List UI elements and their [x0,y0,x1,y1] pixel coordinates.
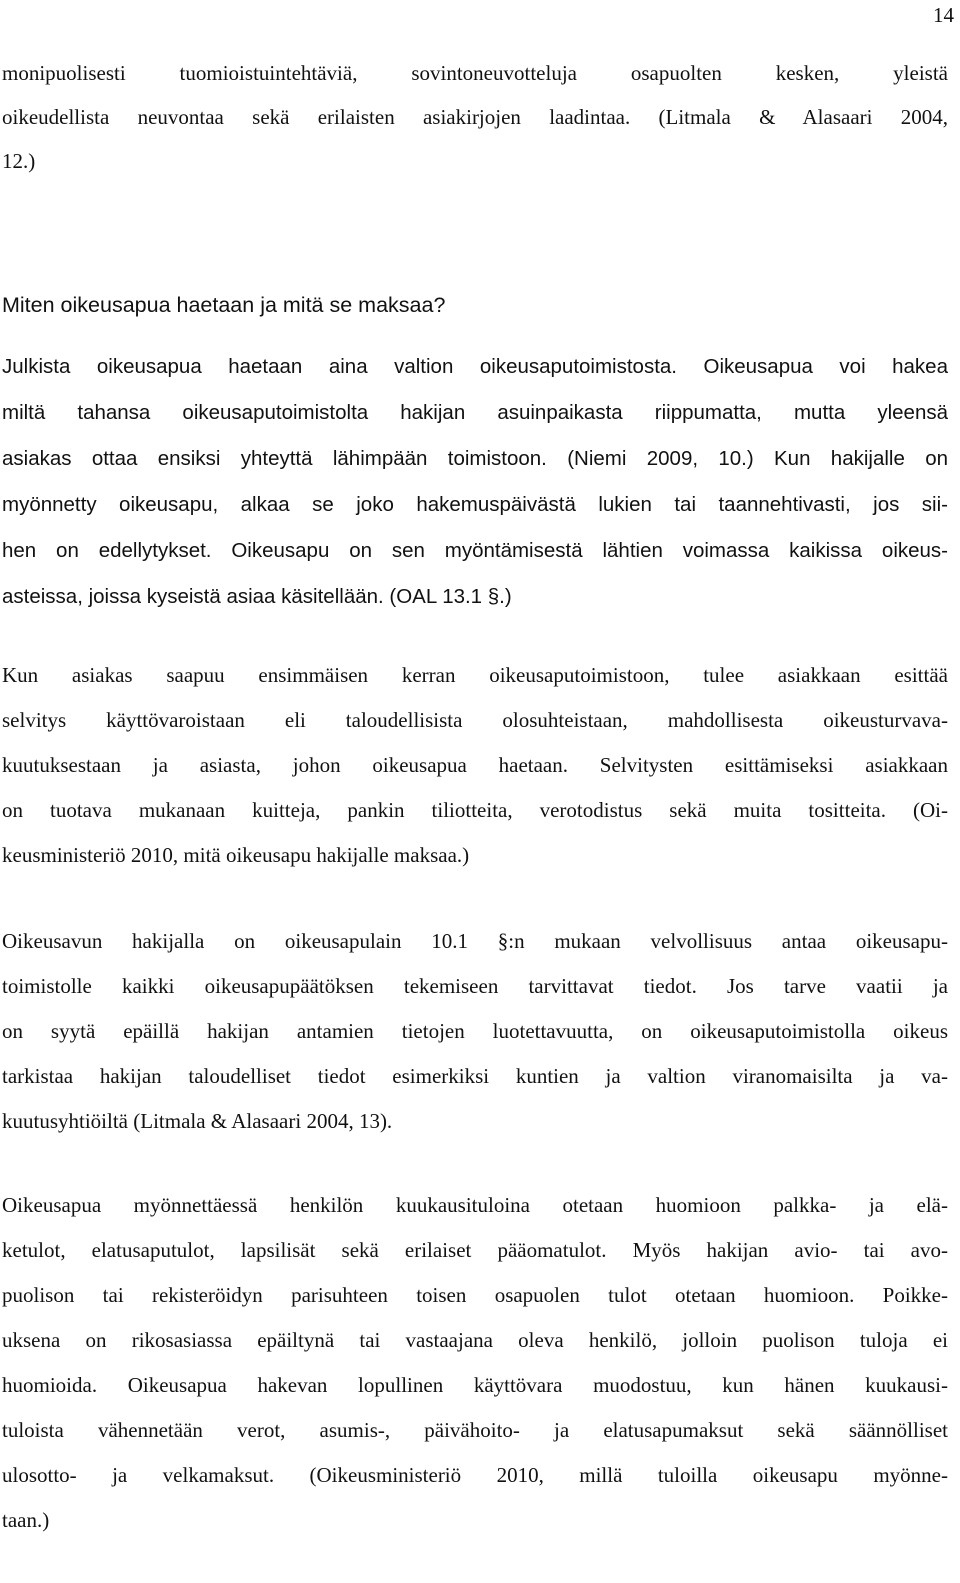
section-heading: Miten oikeusapua haetaan ja mitä se maksaa? [2,293,446,317]
body-line: uksena on rikosasiassa epäiltynä tai vastaajana oleva henkilö, jolloin puolison tuloja ei [2,1328,948,1352]
body-line: 12.) [2,149,36,173]
body-line: monipuolisesti tuomioistuintehtäviä, sovintoneuvotteluja osapuolten kesken, yleistä [2,61,948,85]
body-line: tuloista vähennetään verot, asumis-, päivähoito- ja elatusapumaksut sekä säännölliset [2,1418,948,1442]
body-line: huomioida. Oikeusapua hakevan lopullinen käyttövara muodostuu, kun hänen kuukausi- [2,1373,948,1397]
body-line: Oikeusavun hakijalla on oikeusapulain 10.1 §:n mukaan velvollisuus antaa oikeusapu- [2,929,948,953]
body-line: puolison tai rekisteröidyn parisuhteen toisen osapuolen tulot otetaan huomioon. Poikke- [2,1283,948,1307]
body-line: myönnetty oikeusapu, alkaa se joko hakemuspäivästä lukien tai taannehtivasti, jos sii- [2,493,948,516]
body-line: Oikeusapua myönnettäessä henkilön kuukausituloina otetaan huomioon palkka- ja elä- [2,1193,948,1217]
body-line: tarkistaa hakijan taloudelliset tiedot esimerkiksi kuntien ja valtion viranomaisilta ja va- [2,1064,948,1088]
body-line: taan.) [2,1508,50,1532]
body-line: ketulot, elatusaputulot, lapsilisät sekä erilaiset pääomatulot. Myös hakijan avio- tai avo- [2,1238,948,1262]
body-line: Kun asiakas saapuu ensimmäisen kerran oikeusaputoimistoon, tulee asiakkaan esittää [2,663,948,687]
body-line: kuutuksestaan ja asiasta, johon oikeusapua haetaan. Selvitysten esittämiseksi asiakkaan [2,753,948,777]
body-line: on syytä epäillä hakijan antamien tietojen luotettavuutta, on oikeusaputoimistolla oikeus [2,1019,948,1043]
body-line: kuutusyhtiöiltä (Litmala & Alasaari 2004, 13). [2,1109,393,1133]
body-line: hen on edellytykset. Oikeusapu on sen myöntämisestä lähtien voimassa kaikissa oikeus- [2,539,948,562]
body-line: on tuotava mukanaan kuitteja, pankin tiliotteita, verotodistus sekä muita tositteita. (Oi- [2,798,948,822]
body-line: Julkista oikeusapua haetaan aina valtion oikeusaputoimistosta. Oikeusapua voi hakea [2,355,948,378]
body-line: selvitys käyttövaroistaan eli taloudellisista olosuhteistaan, mahdollisesta oikeusturvava- [2,708,948,732]
body-line: asiakas ottaa ensiksi yhteyttä lähimpään toimistoon. (Niemi 2009, 10.) Kun hakijalle on [2,447,948,470]
body-line: miltä tahansa oikeusaputoimistolta hakijan asuinpaikasta riippumatta, mutta yleensä [2,401,948,424]
body-line: ulosotto- ja velkamaksut. (Oikeusministeriö 2010, millä tuloilla oikeusapu myönne- [2,1463,948,1487]
page-number: 14 [933,3,954,27]
body-line: toimistolle kaikki oikeusapupäätöksen tekemiseen tarvittavat tiedot. Jos tarve vaatii ja [2,974,948,998]
body-line: asteissa, joissa kyseistä asiaa käsitellään. (OAL 13.1 §.) [2,585,512,608]
body-line: oikeudellista neuvontaa sekä erilaisten asiakirjojen laadintaa. (Litmala & Alasaari 2004, [2,105,948,129]
body-line: keusministeriö 2010, mitä oikeusapu hakijalle maksaa.) [2,843,470,867]
